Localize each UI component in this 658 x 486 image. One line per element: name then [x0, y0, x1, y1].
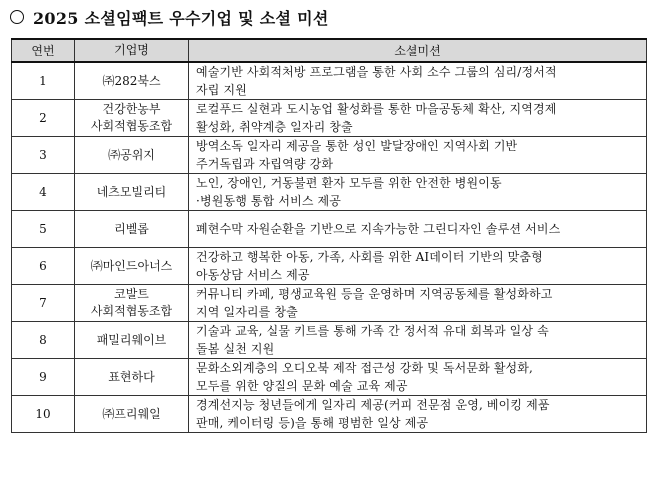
social-mission-text: 폐현수막 자원순환을 기반으로 지속가능한 그린디자인 솔루션 서비스 — [196, 222, 561, 236]
table-row — [12, 285, 647, 322]
social-mission-text: 방역소독 일자리 제공을 통한 성인 발달장애인 지역사회 기반 주거독립과 자립역량 강화 — [196, 139, 518, 171]
table-row — [12, 62, 647, 100]
table-row — [12, 100, 647, 137]
company-name-text: ㈜프리웨일 — [102, 406, 161, 421]
row-number: 1 — [12, 62, 75, 100]
impact-table — [11, 38, 647, 433]
company-name — [75, 248, 189, 285]
table-row — [12, 248, 647, 285]
social-mission — [189, 211, 647, 248]
social-mission — [189, 285, 647, 322]
company-name — [75, 359, 189, 396]
social-mission-text: 노인, 장애인, 거동불편 환자 모두를 위한 안전한 병원이동 ·병원동행 통합 서비스 제공 — [196, 176, 502, 208]
circle-bullet-icon — [10, 10, 24, 24]
table-header-row — [12, 39, 647, 62]
row-number: 4 — [12, 174, 75, 211]
social-mission-text: 커뮤니티 카페, 평생교육원 등을 운영하며 지역공동체를 활성화하고 지역 일자리를 창출 — [196, 287, 553, 319]
table-body — [12, 62, 647, 433]
company-name — [75, 322, 189, 359]
row-number: 10 — [12, 396, 75, 433]
social-mission — [189, 137, 647, 174]
row-number: 7 — [12, 285, 75, 322]
company-name-text: 리벨롭 — [114, 221, 149, 236]
company-name — [75, 100, 189, 137]
header-mission: 소셜미션 — [189, 39, 647, 62]
social-mission-text: 경계선지능 청년들에게 일자리 제공(커피 전문점 운영, 베이킹 제품 판매, 케이터링 등)을 통해 평범한 일상 제공 — [196, 398, 550, 430]
company-name — [75, 137, 189, 174]
company-name-text: 표현하다 — [108, 369, 155, 384]
social-mission — [189, 100, 647, 137]
row-number: 2 — [12, 100, 75, 137]
company-name-text: ㈜282북스 — [102, 73, 161, 88]
social-mission — [189, 174, 647, 211]
company-name — [75, 174, 189, 211]
row-number: 6 — [12, 248, 75, 285]
header-year: 연번 — [12, 39, 75, 62]
table-row — [12, 174, 647, 211]
social-mission-text: 문화소외계층의 오디오북 제작 접근성 강화 및 독서문화 활성화, 모두를 위한 양질의 문화 예술 교육 제공 — [196, 361, 534, 393]
company-name — [75, 285, 189, 322]
social-mission — [189, 322, 647, 359]
social-mission — [189, 396, 647, 433]
table-row — [12, 322, 647, 359]
table-row — [12, 396, 647, 433]
social-mission — [189, 359, 647, 396]
company-name — [75, 62, 189, 100]
row-number: 8 — [12, 322, 75, 359]
company-name-text: ㈜공위지 — [108, 147, 155, 162]
company-name-text: 네츠모빌리티 — [96, 184, 167, 199]
company-name-text: ㈜마인드아너스 — [90, 258, 173, 273]
table-row — [12, 359, 647, 396]
social-mission — [189, 62, 647, 100]
social-mission-text: 예술기반 사회적처방 프로그램을 통한 사회 소수 그룹의 심리/정서적 자립 지원 — [196, 65, 557, 97]
social-mission — [189, 248, 647, 285]
company-name — [75, 211, 189, 248]
title-row — [10, 4, 329, 30]
row-number: 5 — [12, 211, 75, 248]
table-row — [12, 137, 647, 174]
social-mission-text: 기술과 교육, 실물 키트를 통해 가족 간 정서적 유대 회복과 일상 속 돌봄 실천 지원 — [196, 324, 549, 356]
table-row — [12, 211, 647, 248]
social-mission-text: 로컬푸드 실현과 도시농업 활성화를 통한 마을공동체 확산, 지역경제 활성화, 취약계층 일자리 창출 — [196, 102, 557, 134]
social-mission-text: 건강하고 행복한 아동, 가족, 사회를 위한 AI데이터 기반의 맞춤형 아동상담 서비스 제공 — [196, 250, 543, 282]
row-number: 3 — [12, 137, 75, 174]
company-name-text: 패밀리웨이브 — [96, 332, 167, 347]
header-company: 기업명 — [75, 39, 189, 62]
page-title: 2025 소셜임팩트 우수기업 및 소셜 미션 — [33, 8, 329, 28]
company-name — [75, 396, 189, 433]
row-number: 9 — [12, 359, 75, 396]
company-name-text: 건강한농부 사회적협동조합 — [90, 102, 173, 133]
company-name-text: 코발트 사회적협동조합 — [90, 287, 173, 318]
